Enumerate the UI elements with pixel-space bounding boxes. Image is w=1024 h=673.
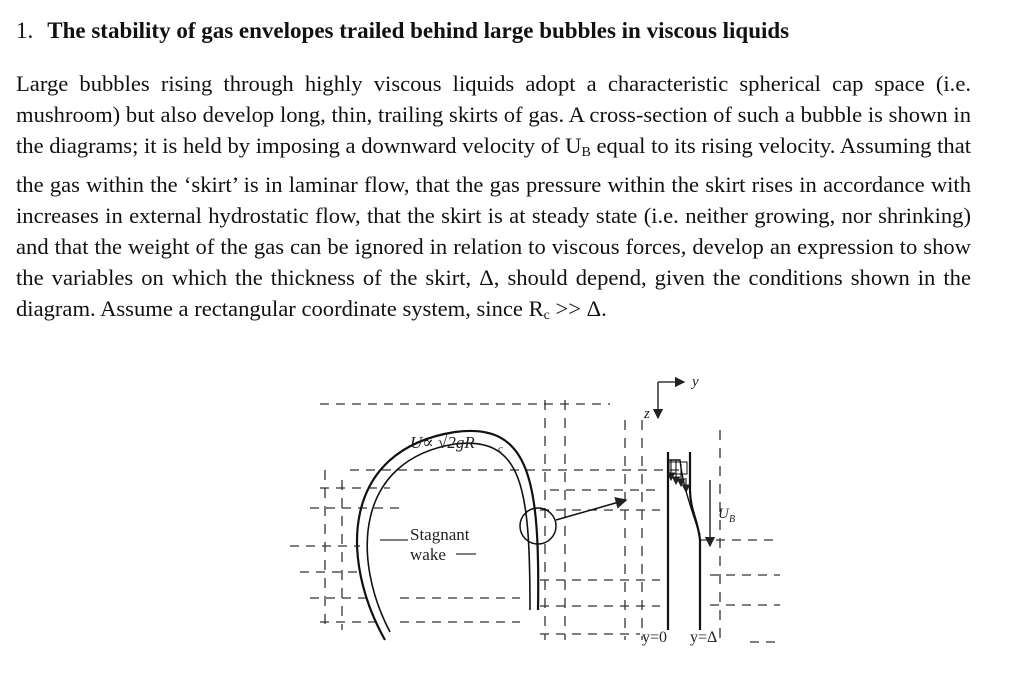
liquid-dashes [290,404,780,642]
axis-z-label: z [644,406,650,422]
ub-label: U [718,506,729,522]
skirt-wall-right [690,452,700,630]
skirt-top-box [669,462,687,474]
question-body [16,68,971,332]
rise-velocity-label: U∝ √2gR [410,433,475,452]
body-text-2: equal to its rising velocity. Assuming that the gas within the ‘skirt’ is in laminar flow, that the gas pressure within the skirt rises in accordance with increases in external hydrostatic flow, that the skirt is at steady state (i.e. neither growing, nor shrinking) and that the weight of the gas can be ignored in relation to viscous forces, develop an expression to show the variables on which the thickness of the skirt, Δ, should depend, given the conditions shown in the diagram. Assume a rectangular coordinate system, since R [16,133,972,322]
question-title: The stability of gas envelopes trailed behind large bubbles in viscous liquids [47,18,790,43]
ub-label-sub: B [729,514,736,525]
profile-arrows [671,460,686,492]
question-number: 1. [16,18,34,43]
body-text-3: >> Δ. [549,296,607,322]
ub-subscript: B [581,145,591,161]
bubble-diagram [280,360,790,660]
axis-y-label: y [692,374,699,390]
y0-label: y=0 [642,629,668,646]
rc-subscript: c [543,308,550,324]
bubble-diagram-svg [280,360,790,660]
wake-label-line1: Stagnant [410,525,470,544]
question-heading [16,18,789,44]
rise-velocity-sub: c [498,443,503,455]
ydelta-label: y=Δ [690,629,718,646]
liquid-vertical-dashes [325,400,720,640]
body-text-1: Large bubbles rising through highly viscous liquids adopt a characteristic spherical cap space (i.e. mushroom) but also develop long, thin, trailing skirts of gas. A cross-section of such a bubble is shown in the diagrams; it is held by imposing a downward velocity of U [16,71,971,159]
zoom-arrow [556,500,626,520]
velocity-profile [668,460,700,535]
wake-label-line2: wake [410,545,446,564]
